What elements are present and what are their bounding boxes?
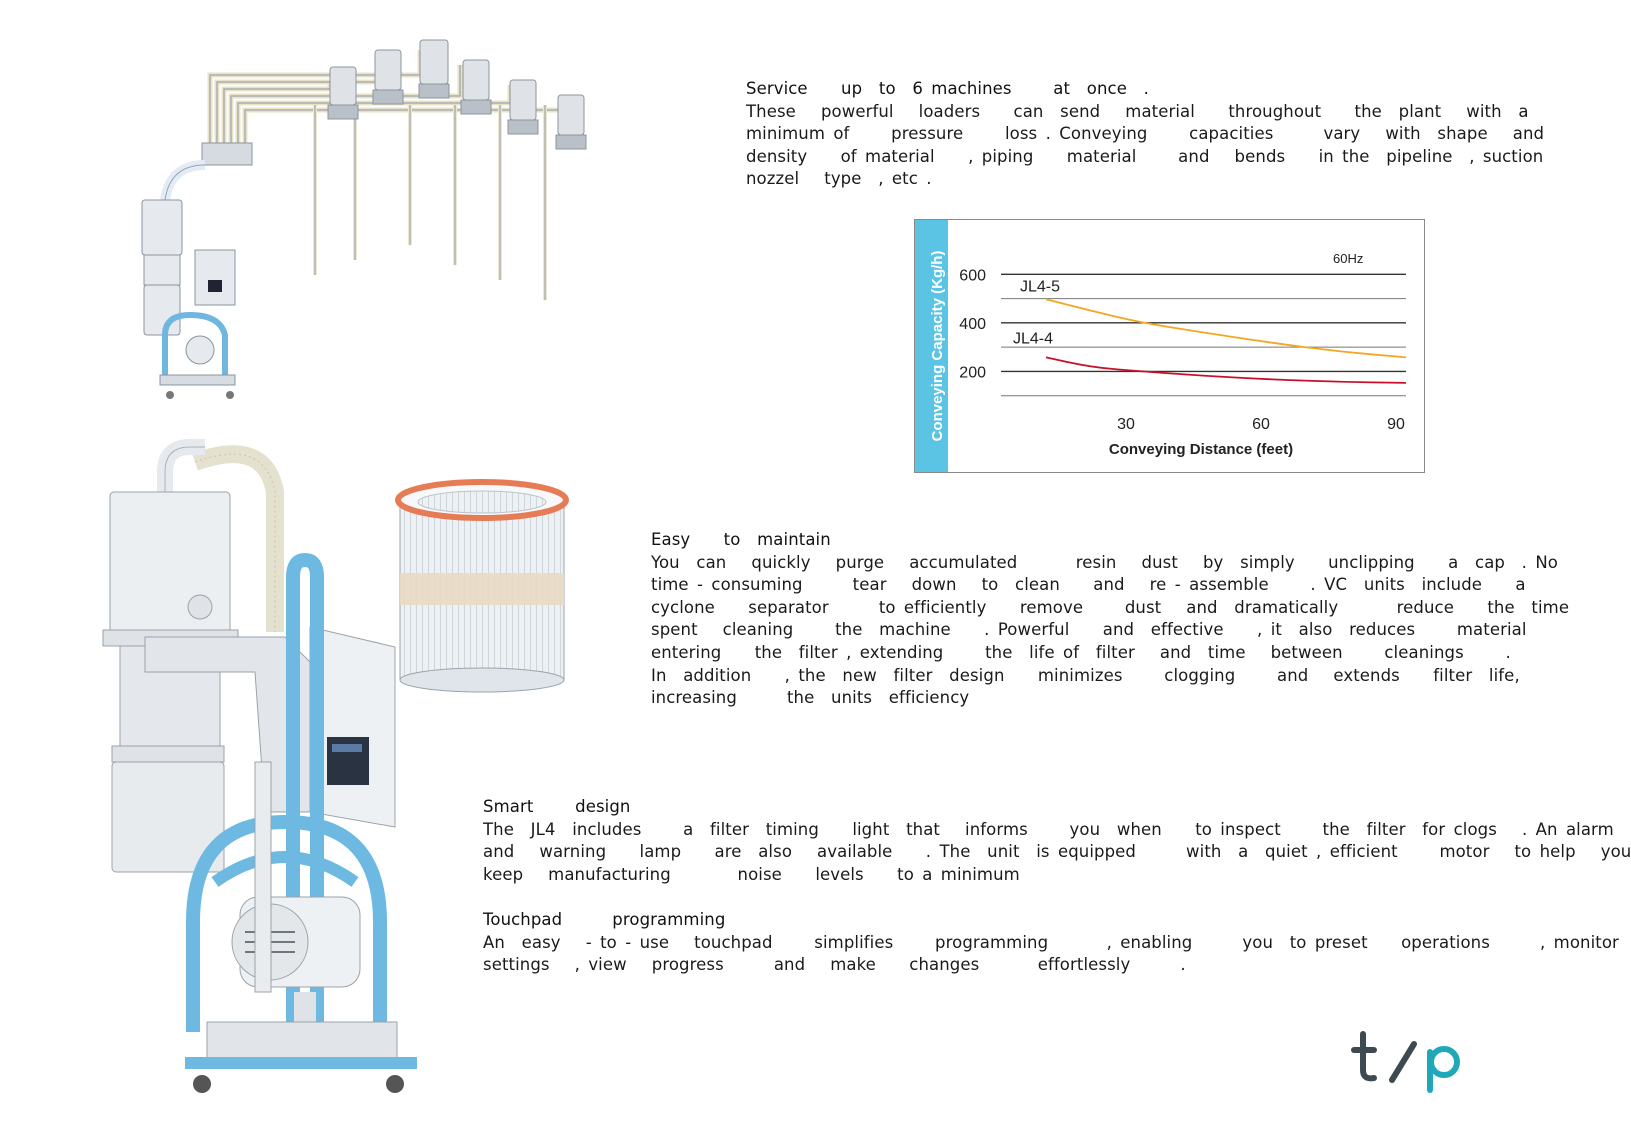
y-axis-label: Conveying Capacity (Kg/h)	[929, 250, 946, 442]
service-line: minimum of pressure loss . Conveying capacities vary with shape and	[746, 124, 1545, 144]
chart-canvas	[915, 220, 1424, 472]
x-tick-label: 60	[1252, 416, 1270, 433]
maintain-section	[651, 529, 1569, 710]
maintain-line: increasing the units efficiency	[651, 688, 970, 708]
x-axis-label: Conveying Distance (feet)	[1108, 441, 1294, 458]
service-heading: Service up to 6 machines at once .	[746, 79, 1149, 98]
conveying-capacity-chart	[914, 219, 1425, 473]
smart-design-line: keep manufacturing noise levels to a minimum	[483, 864, 1020, 884]
maintain-line: In addition , the new filter design minimizes clogging and extends filter life,	[651, 665, 1520, 685]
maintain-line: spent cleaning the machine . Powerful and effective , it also reduces material	[651, 620, 1527, 640]
tsp-logo	[1348, 1022, 1468, 1092]
x-tick-label: 90	[1387, 416, 1405, 433]
y-tick-label: 400	[959, 315, 986, 333]
smart-design-section	[483, 796, 1631, 886]
maintain-line: entering the filter , extending the life of filter and time between cleanings .	[651, 642, 1511, 662]
touchpad-line: An easy - to - use touchpad simplifies programming , enabling you to preset operations , monitor	[483, 932, 1619, 952]
y-tick-label: 600	[959, 267, 986, 285]
series-line	[1046, 299, 1406, 357]
vacuum-loader-image	[95, 432, 440, 1112]
frequency-annotation: 60Hz	[1333, 251, 1364, 266]
y-tick-label: 200	[959, 364, 986, 382]
touchpad-line: settings , view progress and make changes effortlessly .	[483, 955, 1186, 975]
smart-design-line: and warning lamp are also available . The unit is equipped with a quiet , efficient motor to help you	[483, 842, 1631, 862]
service-line: nozzel type , etc .	[746, 169, 932, 189]
x-tick-label: 30	[1117, 416, 1135, 433]
maintain-line: cyclone separator to efficiently remove dust and dramatically reduce the time	[651, 597, 1570, 617]
service-section	[746, 78, 1544, 191]
series-line	[1046, 357, 1406, 383]
series-label: JL4-4	[1013, 330, 1054, 348]
smart-design-heading: Smart design	[483, 797, 631, 816]
service-line: These powerful loaders can send material throughout the plant with a	[746, 101, 1529, 121]
series-label: JL4-5	[1020, 278, 1061, 296]
maintain-heading: Easy to maintain	[651, 530, 831, 549]
maintain-line: You can quickly purge accumulated resin dust by simply unclipping a cap . No	[651, 552, 1558, 572]
touchpad-section	[483, 909, 1619, 977]
loader-system-illustration	[130, 35, 610, 405]
maintain-line: time - consuming tear down to clean and re - assemble . VC units include a	[651, 575, 1526, 595]
touchpad-heading: Touchpad programming	[483, 910, 726, 929]
service-line: density of material , piping material and bends in the pipeline , suction	[746, 146, 1544, 166]
smart-design-line: The JL4 includes a filter timing light that informs you when to inspect the filter for clogs . An alarm	[483, 819, 1614, 839]
